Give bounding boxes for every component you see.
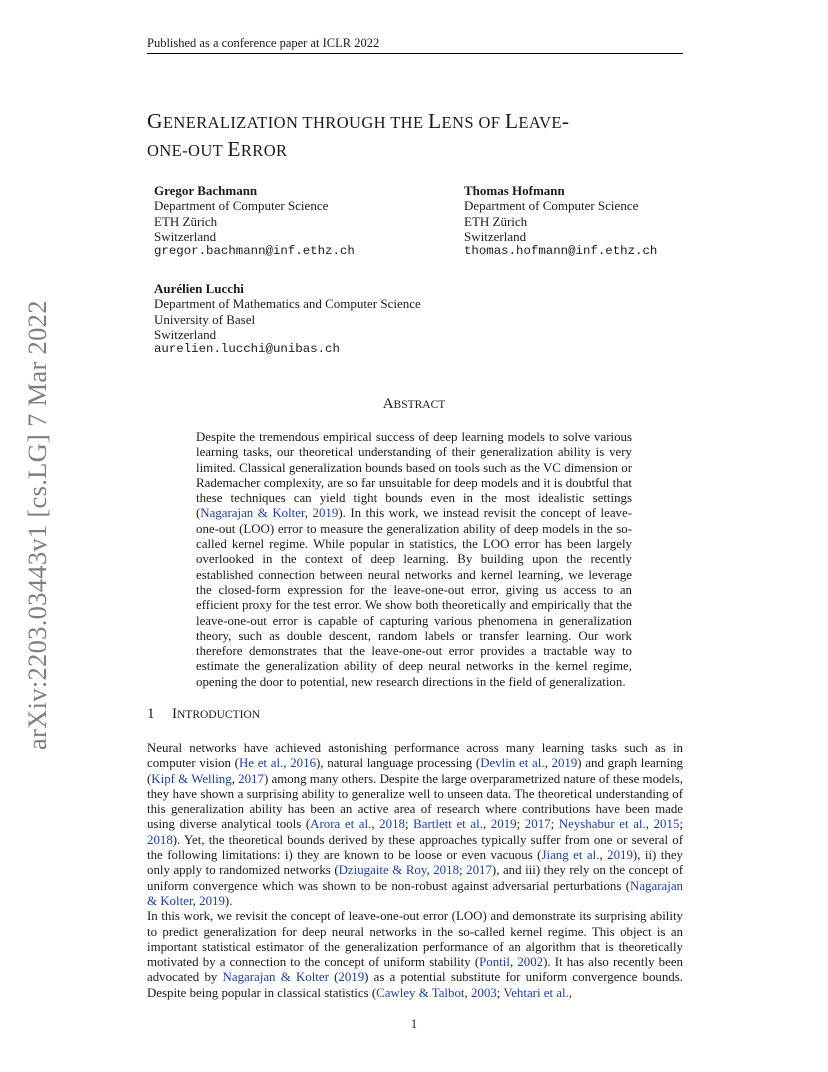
citation-link[interactable]: Kipf & Welling — [151, 771, 232, 786]
text-run: , — [482, 817, 491, 832]
text-run: ; — [404, 817, 414, 832]
text-run: ( — [328, 970, 339, 985]
title-smallcaps: THROUGH THE — [298, 113, 428, 132]
text-run: ). Yet, the theoretical bounds derived by these approaches typically suffer from one or several of the following limitations: i) they are known to be loose or even vacuous ( — [147, 832, 683, 863]
abstract-heading — [0, 396, 828, 413]
introduction-body — [147, 741, 683, 1001]
citation-link[interactable]: 2002 — [517, 955, 544, 970]
text-run: Neural networks have achieved astonishing performance across many learning tasks such as in computer vision ( — [147, 741, 683, 771]
text-run: Despite the tremendous empirical success of deep learning models to solve various learning tasks, our theoretical understanding of their generalization ability is very limited. Classical generalization bounds based on tools such as the VC dimension or Rademacher complexity, are so far unsuitable for deep models and it is doubtful that these techniques can yield tight bounds even in the most idealistic settings ( — [196, 430, 632, 521]
abstract-body — [196, 430, 632, 690]
author-country: Switzerland — [154, 326, 217, 342]
text-run: ; — [550, 817, 559, 832]
text-run: ; — [679, 817, 683, 832]
author-department: Department of Computer Science — [464, 198, 639, 214]
citation-link[interactable]: 2015 — [653, 817, 680, 832]
citation-link[interactable]: Dziugaite & Roy — [338, 863, 427, 878]
citation-link[interactable]: He et al. — [238, 756, 284, 771]
intro-paragraph-2 — [147, 909, 683, 1001]
citation-link[interactable]: 2003 — [470, 985, 497, 1000]
citation-link[interactable]: 2018 — [379, 817, 405, 832]
text-run: , — [371, 817, 380, 832]
title-line-2 — [147, 136, 707, 164]
text-run: ; — [496, 985, 504, 1000]
citation-link[interactable]: 2019 — [312, 506, 339, 521]
title-smallcaps: ENERALIZATION — [162, 113, 299, 132]
author-name: Gregor Bachmann — [154, 183, 258, 198]
citation-link[interactable]: Nagarajan & Kolter — [147, 878, 683, 908]
text-run: , — [599, 848, 608, 863]
author-email[interactable]: thomas.hofmann@inf.ethz.ch — [464, 244, 658, 259]
author-country: Switzerland — [154, 228, 217, 244]
title-initial: - — [561, 109, 570, 133]
section-number: 1 — [147, 706, 155, 722]
author-block — [154, 183, 355, 259]
citation-link[interactable]: Neyshabur et al. — [558, 817, 646, 832]
text-run: , — [464, 985, 471, 1000]
citation-link[interactable]: 2019 — [199, 893, 225, 908]
author-name: Thomas Hofmann — [464, 183, 565, 198]
text-run: ) as a potential substitute for uniform convergence bounds. Despite being popular in classical statistics ( — [147, 970, 683, 1000]
citation-link[interactable]: 2019 — [490, 817, 517, 832]
abstract-heading-rest: BSTRACT — [393, 399, 446, 411]
author-block — [154, 281, 421, 357]
citation-link[interactable]: Arora et al. — [310, 817, 372, 832]
title-initial: G — [147, 109, 163, 133]
text-run: , — [192, 893, 200, 908]
author-institution: University of Basel — [154, 311, 256, 327]
title-smallcaps: EAVE — [518, 113, 562, 132]
citation-link[interactable]: 2017 — [524, 817, 551, 832]
author-institution: ETH Zürich — [464, 213, 528, 229]
text-run: , — [568, 985, 573, 1000]
text-run: , — [283, 756, 291, 771]
citation-link[interactable]: Jiang et al. — [541, 848, 600, 863]
running-header: Published as a conference paper at ICLR 2022 — [147, 36, 380, 50]
text-run: ), and iii) they rely on the concept of uniform convergence which was shown to be non-robust against adversarial perturbations ( — [147, 863, 684, 893]
citation-link[interactable]: Bartlett et al. — [413, 817, 483, 832]
author-name: Aurélien Lucchi — [154, 281, 244, 296]
text-run: ), ii) they only apply to randomized networks ( — [147, 848, 683, 878]
header-rule — [147, 53, 683, 54]
text-run: , — [304, 506, 313, 521]
paper-title — [147, 108, 707, 164]
citation-link[interactable]: Nagarajan & Kolter — [200, 506, 305, 521]
page-number: 1 — [410, 1017, 418, 1031]
author-country: Switzerland — [464, 228, 527, 244]
citation-link[interactable]: 2019 — [338, 970, 365, 985]
title-smallcaps: RROR — [240, 141, 288, 160]
text-run: In this work, we revisit the concept of leave-one-out error (LOO) and demonstrate its surprising ability to predict generalization for deep neural networks in the so-called kernel regime. This object is an important statistical estimator of the generalization performance of an algorithm that is theoretically motivated by a connection to the concept of uniform stability ( — [147, 909, 683, 970]
citation-link[interactable]: 2017 — [466, 863, 492, 878]
citation-link[interactable]: Devlin et al. — [480, 756, 545, 771]
citation-link[interactable]: 2018 — [147, 832, 173, 847]
text-run: ). It has also recently been advocated by — [147, 955, 683, 985]
title-line-1 — [147, 108, 707, 136]
text-run: ) among many others. Despite the large overparametrized nature of these models, they have shown a surprising ability to generalize well to unseen data. The theoretical understanding of this generalization ability has been an active area of research where contributions have been made using diverse analytical tools ( — [147, 771, 683, 832]
abstract-heading-initial: A — [382, 396, 394, 412]
abstract-paragraph — [196, 430, 632, 690]
author-institution: ETH Zürich — [154, 213, 218, 229]
title-smallcaps: ONE-OUT — [147, 141, 228, 160]
text-run: ) and graph learning ( — [147, 756, 683, 786]
section-heading — [147, 706, 260, 723]
text-run: , — [509, 955, 518, 970]
citation-link[interactable]: 2018 — [433, 863, 460, 878]
citation-link[interactable]: 2017 — [238, 771, 264, 786]
text-run: , — [544, 756, 552, 771]
text-run: ), natural language processing ( — [316, 756, 481, 771]
text-run: ). — [224, 893, 233, 908]
citation-link[interactable]: Nagarajan & Kolter — [222, 970, 329, 985]
text-run: ; — [516, 817, 525, 832]
section-title-rest: NTRODUCTION — [177, 709, 261, 721]
citation-link[interactable]: 2019 — [607, 848, 633, 863]
text-run: , — [645, 817, 654, 832]
text-run: ; — [459, 863, 467, 878]
citation-link[interactable]: 2019 — [551, 756, 578, 771]
arxiv-stamp[interactable]: arXiv:2203.03443v1 [cs.LG] 7 Mar 2022 — [22, 300, 52, 750]
text-run: , — [231, 771, 239, 786]
author-block — [464, 183, 657, 259]
author-department: Department of Mathematics and Computer Science — [154, 296, 421, 312]
citation-link[interactable]: Cawley & Talbot — [376, 985, 465, 1000]
title-smallcaps: ENS OF — [441, 113, 505, 132]
title-initial: L — [428, 109, 442, 133]
citation-link[interactable]: Pontil — [479, 955, 510, 970]
citation-link[interactable]: Vehtari et al. — [503, 985, 569, 1000]
section-title-initial: I — [172, 706, 177, 722]
author-email[interactable]: gregor.bachmann@inf.ethz.ch — [154, 244, 355, 259]
author-department: Department of Computer Science — [154, 198, 329, 214]
title-initial: L — [504, 109, 519, 133]
text-run: , — [426, 863, 434, 878]
title-initial: E — [227, 137, 241, 161]
citation-link[interactable]: 2016 — [290, 756, 317, 771]
text-run: ). In this work, we instead revisit the concept of leave-one-out (LOO) error to measure the generalization ability of deep models in the so-called kernel regime. While popular in statistics, the LOO error has been largely overlooked in the context of deep learning. By building upon the recently established connection between neural networks and kernel learning, we leverage the closed-form expression for the leave-one-out error, giving us access to an efficient proxy for the test error. We show both theoretically and empirically that the leave-one-out error is capable of capturing various phenomena in generalization theory, such as double descent, random labels or transfer learning. Our work therefore demonstrates that the leave-one-out error provides a tractable way to estimate the generalization ability of deep neural networks in the kernel regime, opening the door to potential, new research directions in the field of generalization. — [196, 506, 633, 689]
author-email[interactable]: aurelien.lucchi@unibas.ch — [154, 342, 340, 357]
intro-paragraph-1 — [147, 741, 683, 909]
